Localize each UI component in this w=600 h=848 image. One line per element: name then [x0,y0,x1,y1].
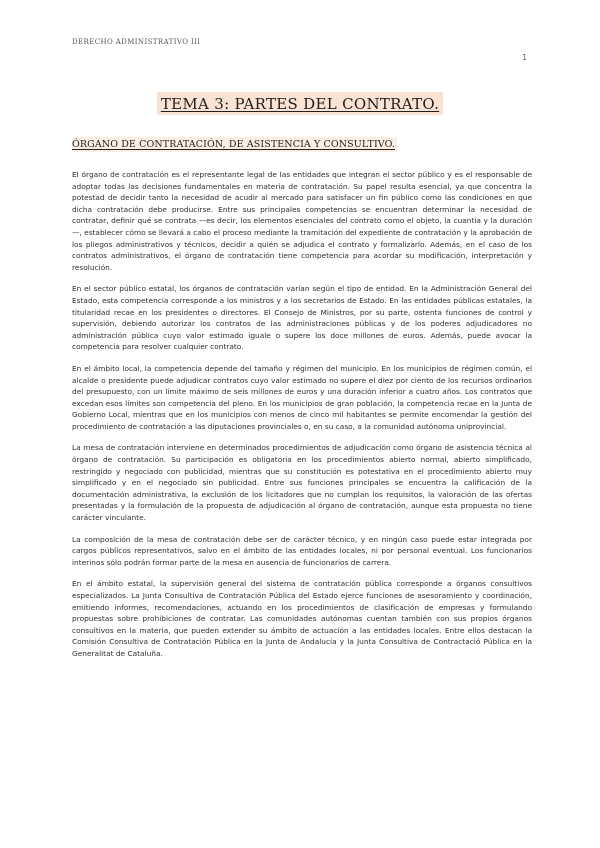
body-text [72,169,532,670]
page-title: TEMA 3: PARTES DEL CONTRATO. [157,92,443,115]
paragraph: En el ámbito local, la competencia depende del tamaño y régimen del municipio. En los municipios de régimen común, el alcalde o presidente puede adjudicar contratos cuyo valor estimado no supere el diez por ciento de los recursos ordinarios del presupuesto, con un límite máximo de seis millones de euros y una duración inferior a cuatro años. Los contratos que excedan esos límites son competencia del pleno. En los municipios de gran población, la competencia recae en la Junta de Gobierno Local, mientras que en los municipios con menos de cinco mil habitantes se permite encomendar la gestión del procedimiento de contratación a las diputaciones provinciales o, en su caso, a la comunidad autónoma uniprovincial. [72,363,532,431]
paragraph: En el ámbito estatal, la supervisión general del sistema de contratación pública corresponde a órganos consultivos especializados. La Junta Consultiva de Contratación Pública del Estado ejerce funciones de asesoramiento y coordinación, emitiendo informes, recomendaciones, actuando en los procedimientos de clasificación de empresas y formulando propuestas sobre prohibiciones de contratar. Las comunidades autónomas cuentan también con sus propios órganos consultivos en la materia, que pueden extender su ámbito de actuación a las entidades locales. Entre ellos destacan la Comisión Consultiva de Contratación Pública en la Junta de Andalucía y la Junta Consultiva de Contractació Pública en la Generalitat de Cataluña. [72,579,532,658]
title-container [0,92,600,115]
paragraph: La composición de la mesa de contratación debe ser de carácter técnico, y en ningún caso puede estar integrada por cargos públicos representativos, salvo en el ámbito de las entidades locales, ni por personal eventual. Los funcionarios interinos sólo podrán formar parte de la mesa en ausencia de funcionarios de carrera. [72,534,532,567]
running-head: DERECHO ADMINISTRATIVO III [72,38,201,46]
paragraph: En el sector público estatal, los órganos de contratación varían según el tipo de entidad. En la Administración General del Estado, esta competencia corresponde a los ministros y a los secretarios de Estado. En las entidades públicas estatales, la titularidad recae en los presidentes o directores. El Consejo de Ministros, por su parte, ostenta funciones de control y supervisión, debiendo autorizar los contratos de las administraciones públicas y de los poderes adjudicadores no administración pública cuyo valor estimado iguale o supere los doce millones de euros. Además, puede avocar la competencia para resolver cualquier contrato. [72,284,532,352]
paragraph: La mesa de contratación interviene en determinados procedimientos de adjudicación como órgano de asistencia técnica al órgano de contratación. Su participación es obligatoria en los procedimientos abierto normal, abierto simplificado, restringido y negociado con publicidad, mientras que su constitución es potestativa en el procedimiento abierto muy simplificado y en el negociado sin publicidad. Entre sus funciones principales se encuentra la calificación de la documentación administrativa, la exclusión de los licitadores que no cumplan los requisitos, la valoración de las ofertas presentadas y la formulación de la propuesta de adjudicación al órgano de contratación, aunque esta propuesta no tiene carácter vinculante. [72,443,532,523]
section-heading: ÓRGANO DE CONTRATACIÓN, DE ASISTENCIA Y CONSULTIVO. [72,139,396,150]
paragraph: El órgano de contratación es el representante legal de las entidades que integran el sector público y es el responsable de adoptar todas las decisiones fundamentales en materia de contratación. Su papel resulta esencial, ya que concentra la potestad de decidir tanto la necesidad de acudir al mercado para satisfacer un fin público como las condiciones en que dicha contratación debe producirse. Entre sus principales competencias se encuentran determinar la necesidad de contratar, definir qué se contrata —es decir, los elementos esenciales del contrato como el objeto, la cuantía y la duración—, establecer cómo se llevará a cabo el proceso mediante la tramitación del expediente de contratación y la aprobación de los pliegos administrativos y técnicos, decidir a quién se adjudica el contrato y formalizarlo. Además, en el caso de los contratos administrativos, el órgano de contratación tiene competencia para acordar su modificación, interpretación y resolución. [72,170,532,272]
page-number: 1 [522,53,528,62]
